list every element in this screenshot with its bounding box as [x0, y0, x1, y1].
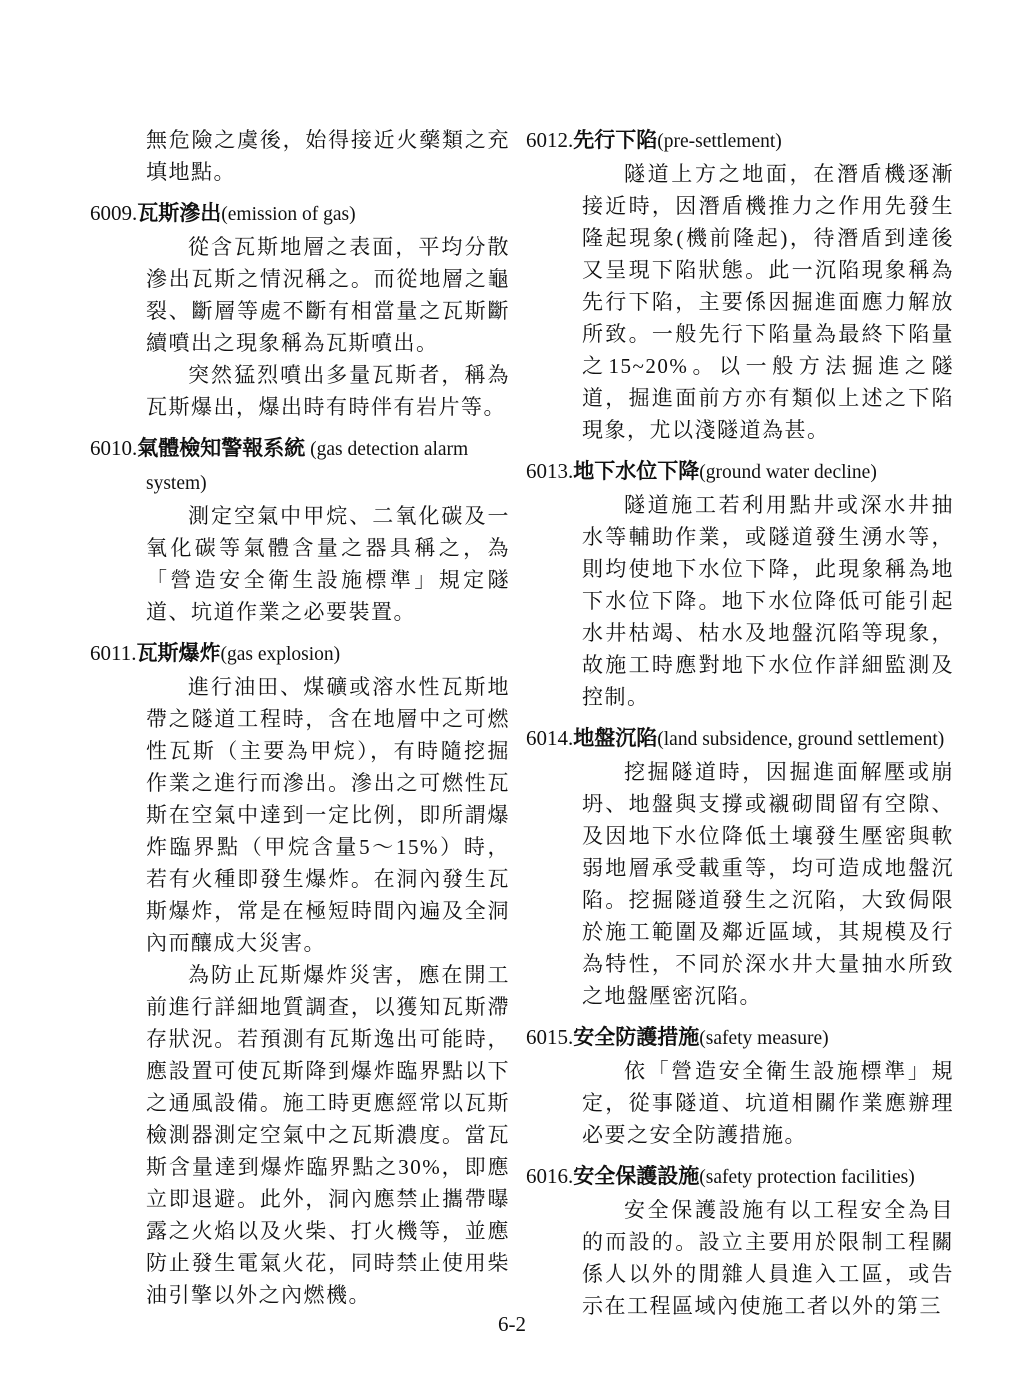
continuation-paragraph: 無危險之虞後，始得接近火藥類之充填地點。	[146, 128, 510, 184]
entry-heading	[90, 637, 510, 671]
entry-term-english: (land subsidence, ground settlement)	[657, 729, 945, 750]
entry-paragraph: 安全保護設施有以工程安全為目的而設的。設立主要用於限制工程關係人以外的閒雜人員進入工區，或告示在工程區域內使施工者以外的第三	[582, 1198, 954, 1318]
entry-term-english: (gas detection alarm system)	[146, 439, 469, 494]
entry-term: 地下水位下降	[573, 459, 700, 483]
glossary-entry-6012	[526, 124, 954, 446]
entry-number: 6010.	[90, 436, 138, 460]
glossary-entry-6009	[90, 197, 510, 423]
entry-body	[582, 158, 954, 446]
entry-heading	[526, 124, 954, 158]
entry-number: 6013.	[526, 459, 574, 483]
entry-body	[582, 1055, 954, 1151]
entry-paragraph: 進行油田、煤礦或溶水性瓦斯地帶之隧道工程時，含在地層中之可燃性瓦斯（主要為甲烷），有時隨挖掘作業之進行而滲出。滲出之可燃性瓦斯在空氣中達到一定比例，即所謂爆炸臨界點（甲烷含量5～15%）時，若有火種即發生爆炸。在洞內發生瓦斯爆炸，常是在極短時間內遍及全洞內而釀成大災害。	[146, 675, 510, 955]
entry-paragraph: 測定空氣中甲烷、二氧化碳及一氧化碳等氣體含量之器具稱之，為「營造安全衛生設施標準」規定隧道、坑道作業之必要裝置。	[146, 504, 510, 624]
entry-term-english: (ground water decline)	[699, 462, 877, 483]
glossary-entry-6011	[90, 637, 510, 1311]
entry-term-english: (safety protection facilities)	[699, 1167, 915, 1188]
entry-heading	[526, 455, 954, 489]
entry-term: 瓦斯爆炸	[136, 641, 221, 665]
entry-body	[582, 489, 954, 713]
entry-term-english: (safety measure)	[699, 1028, 829, 1049]
entry-paragraph: 挖掘隧道時，因掘進面解壓或崩坍、地盤與支撐或襯砌間留有空隙、及因地下水位降低土壤發生壓密與軟弱地層承受載重等，均可造成地盤沉陷。挖掘隧道發生之沉陷，大致侷限於施工範圍及鄰近區域，其規模及行為特性，不同於深水井大量抽水所致之地盤壓密沉陷。	[582, 760, 954, 1008]
right-column	[526, 124, 954, 1322]
entry-body	[146, 231, 510, 423]
entry-number: 6011.	[90, 641, 137, 665]
entry-paragraph: 隧道上方之地面，在潛盾機逐漸接近時，因潛盾機推力之作用先發生隆起現象(機前隆起)，待潛盾到達後又呈現下陷狀態。此一沉陷現象稱為先行下陷，主要係因掘進面應力解放所致。一般先行下陷量為最終下陷量之15~20%。以一般方法掘進之隧道，掘進面前方亦有類似上述之下陷現象，尤以淺隧道為甚。	[582, 162, 954, 442]
entry-number: 6009.	[90, 201, 138, 225]
left-column	[90, 124, 510, 1311]
entry-paragraph: 突然猛烈噴出多量瓦斯者，稱為瓦斯爆出，爆出時有時伴有岩片等。	[146, 363, 510, 419]
glossary-entry-6014	[526, 722, 954, 1012]
entry-body	[146, 500, 510, 628]
entry-term: 安全保護設施	[573, 1164, 700, 1188]
entry-term: 先行下陷	[573, 128, 658, 152]
entry-paragraph: 從含瓦斯地層之表面，平均分散滲出瓦斯之情況稱之。而從地層之龜裂、斷層等處不斷有相當量之瓦斯斷續噴出之現象稱為瓦斯噴出。	[146, 235, 510, 355]
entry-heading	[526, 1160, 954, 1194]
entry-heading	[526, 722, 954, 756]
entry-paragraph: 依「營造安全衛生設施標準」規定，從事隧道、坑道相關作業應辦理必要之安全防護措施。	[582, 1059, 954, 1147]
entry-body	[582, 1194, 954, 1322]
entry-paragraph: 隧道施工若利用點井或深水井抽水等輔助作業，或隧道發生湧水等，則均使地下水位下降，此現象稱為地下水位下降。地下水位降低可能引起水井枯竭、枯水及地盤沉陷等現象，故施工時應對地下水位作詳細監測及控制。	[582, 493, 954, 709]
glossary-entry-6010	[90, 432, 510, 628]
entry-term: 地盤沉陷	[573, 726, 658, 750]
entry-number: 6012.	[526, 128, 574, 152]
glossary-entry-6015	[526, 1021, 954, 1151]
entry-term-english: (gas explosion)	[220, 644, 341, 665]
entry-term: 安全防護措施	[573, 1025, 700, 1049]
entry-number: 6016.	[526, 1164, 574, 1188]
entry-term-english: (pre-settlement)	[657, 131, 782, 152]
entry-term-english: (emission of gas)	[221, 204, 356, 225]
entry-term: 氣體檢知警報系統	[137, 436, 306, 460]
glossary-entry-6013	[526, 455, 954, 713]
page-number: 6-2	[498, 1312, 526, 1336]
entry-heading	[90, 197, 510, 231]
entry-body	[582, 756, 954, 1012]
entry-body	[146, 671, 510, 1311]
entry-number: 6014.	[526, 726, 574, 750]
entry-number: 6015.	[526, 1025, 574, 1049]
glossary-entry-6016	[526, 1160, 954, 1322]
entry-heading	[526, 1021, 954, 1055]
entry-paragraph: 為防止瓦斯爆炸災害，應在開工前進行詳細地質調查，以獲知瓦斯滯存狀況。若預測有瓦斯逸出可能時，應設置可使瓦斯降到爆炸臨界點以下之通風設備。施工時更應經常以瓦斯檢測器測定空氣中之瓦斯濃度。當瓦斯含量達到爆炸臨界點之30%，即應立即退避。此外，洞內應禁止攜帶曝露之火焰以及火柴、打火機等，並應防止發生電氣火花，同時禁止使用柴油引擎以外之內燃機。	[146, 963, 510, 1307]
entry-heading	[90, 432, 510, 500]
entry-term: 瓦斯滲出	[137, 201, 222, 225]
